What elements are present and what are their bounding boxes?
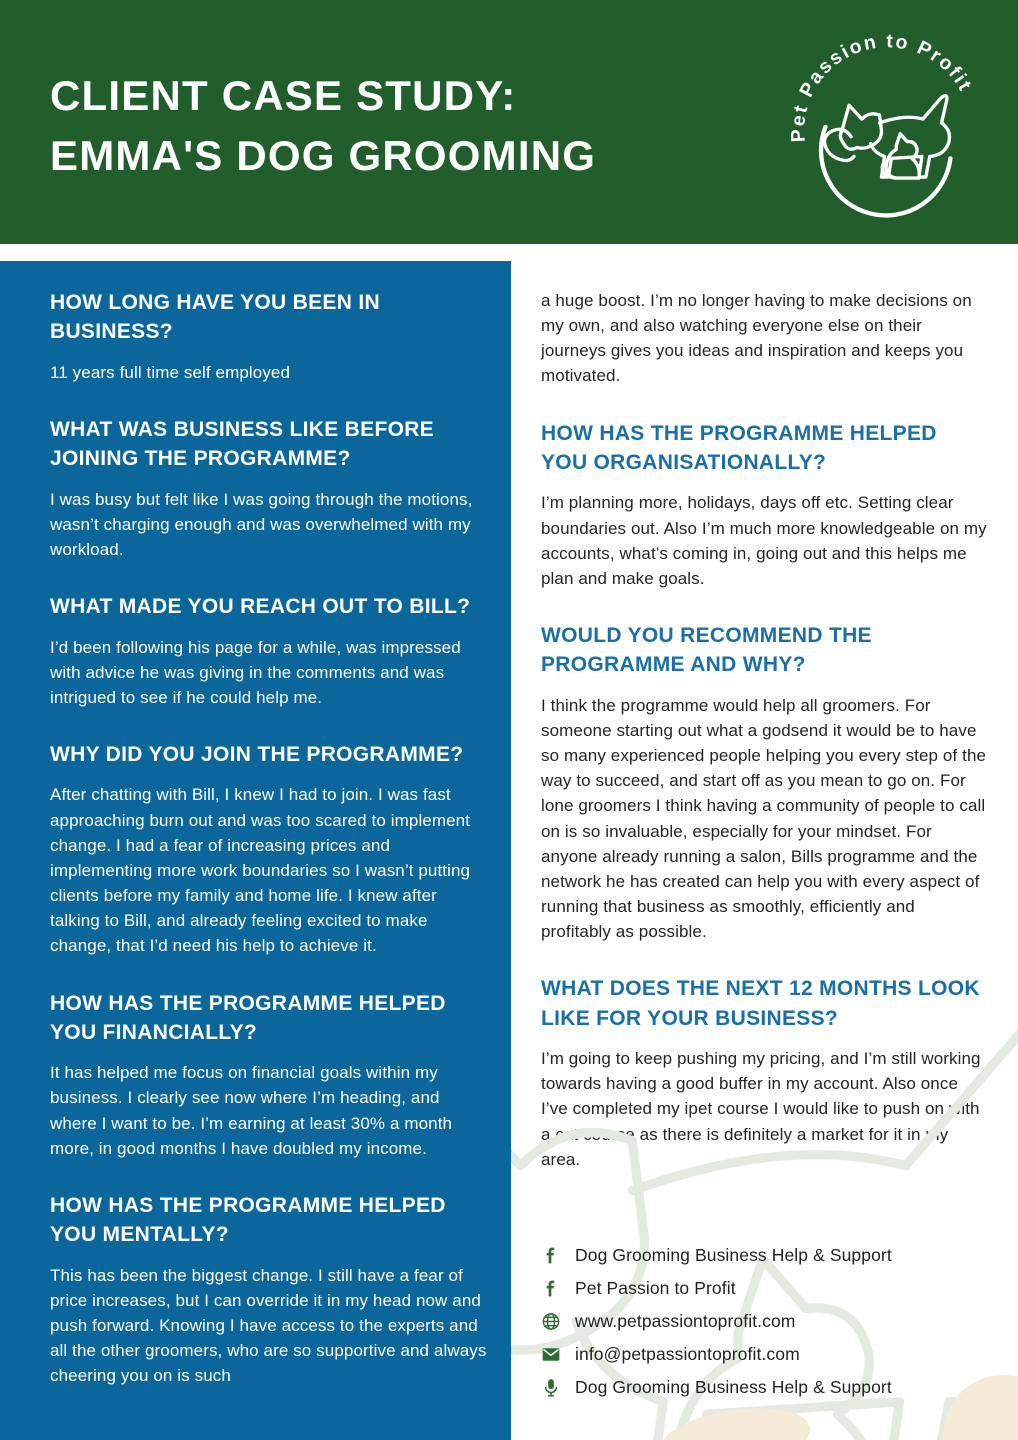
- page-title-line1: CLIENT CASE STUDY:: [50, 72, 517, 119]
- contact-website[interactable]: [541, 1310, 988, 1334]
- qa-question: WHY DID YOU JOIN THE PROGRAMME?: [50, 743, 464, 767]
- contact-block: [541, 1244, 988, 1400]
- logo-curved-text: Pet Passion to Profit: [787, 30, 977, 143]
- qa-answer-continued: a huge boost. I’m no longer having to make decisions on my own, and also watching everyone else on their journeys gives you ideas and inspiration and keeps you motivated.: [541, 291, 972, 386]
- contact-label: Dog Grooming Business Help & Support: [575, 1377, 892, 1398]
- mail-icon: [541, 1344, 561, 1365]
- qa-question: HOW HAS THE PROGRAMME HELPED YOU MENTALLY?: [50, 1193, 446, 1247]
- right-column: [511, 261, 1018, 1440]
- qa-question: WHAT WAS BUSINESS LIKE BEFORE JOINING THE PROGRAMME?: [50, 417, 434, 471]
- qa-answer: It has helped me focus on financial goals within my business. I clearly see now where I’m heading, and where I want to be. I’m earning at least 30% a month more, in good months I have doubled my income.: [50, 1063, 453, 1158]
- qa-question: HOW LONG HAVE YOU BEEN IN BUSINESS?: [50, 291, 380, 344]
- qa-answer: I was busy but felt like I was going through the motions, wasn’t charging enough and was overwhelmed with my workload.: [50, 489, 473, 560]
- facebook-icon: [541, 1245, 561, 1266]
- contact-label: Pet Passion to Profit: [575, 1278, 736, 1299]
- qa-question: HOW HAS THE PROGRAMME HELPED YOU ORGANISATIONALLY?: [541, 421, 937, 475]
- qa-answer: I think the programme would help all groomers. For someone starting out what a godsend it would be to have so many experienced people helping you every step of the way to succeed, and start off as you mean to go on. For lone groomers I think having a community of people to call on is so invaluable, especially for your mindset. For anyone already running a salon, Bills programme and the network he has created can help you with every aspect of running that business as smoothly, efficiently and profitably as possible.: [541, 695, 987, 942]
- qa-answer: I’d been following his page for a while, was impressed with advice he was giving in the comments and was intrigued to see if he could help me.: [50, 637, 461, 707]
- pet-passion-to-profit-logo: [783, 16, 988, 224]
- microphone-icon: [541, 1377, 561, 1398]
- page-title-line2: EMMA'S DOG GROOMING: [50, 132, 597, 179]
- contact-email[interactable]: [541, 1343, 988, 1367]
- page-header: [0, 0, 1018, 244]
- qa-section: [50, 740, 489, 958]
- qa-answer: This has been the biggest change. I still have a fear of price increases, but I can override it in my head now and push forward. Knowing I have access to the experts and all the other groomers, who are so supportive and always cheering you on is such: [50, 1265, 487, 1386]
- facebook-icon: [541, 1278, 561, 1299]
- qa-section: [50, 592, 489, 710]
- qa-question: HOW HAS THE PROGRAMME HELPED YOU FINANCIALLY?: [50, 991, 446, 1044]
- page-title: [50, 66, 596, 186]
- left-column: [0, 261, 511, 1440]
- globe-icon: [541, 1311, 561, 1332]
- qa-answer: After chatting with Bill, I knew I had to join. I was fast approaching burn out and was too scared to implement change. I had a fear of increasing prices and implementing more work boundaries so I wasn’t putting clients before my family and home life. I knew after talking to Bill, and already feeling excited to make change, that I’d need his help to achieve it.: [50, 785, 471, 956]
- qa-answer: 11 years full time self employed: [50, 362, 291, 382]
- qa-section: [50, 1191, 489, 1389]
- qa-section: [541, 621, 988, 944]
- qa-answer: I’m planning more, holidays, days off etc. Setting clear boundaries out. Also I’m much more knowledgeable on my accounts, what’s coming in, going out and this helps me plan and make goals.: [541, 493, 987, 588]
- qa-section: [541, 419, 988, 591]
- qa-section: [50, 288, 489, 385]
- contact-facebook-group[interactable]: [541, 1244, 988, 1268]
- contact-podcast[interactable]: [541, 1376, 988, 1400]
- contact-label: info@petpassiontoprofit.com: [575, 1344, 800, 1365]
- qa-question: WOULD YOU RECOMMEND THE PROGRAMME AND WHY?: [541, 624, 872, 677]
- qa-section: [50, 989, 489, 1161]
- logo-icon: [783, 16, 988, 224]
- qa-question: WHAT DOES THE NEXT 12 MONTHS LOOK LIKE FOR YOUR BUSINESS?: [541, 977, 980, 1030]
- contact-label: Dog Grooming Business Help & Support: [575, 1245, 892, 1266]
- contact-label: www.petpassiontoprofit.com: [575, 1311, 796, 1332]
- contact-facebook-page[interactable]: [541, 1277, 988, 1301]
- qa-question: WHAT MADE YOU REACH OUT TO BILL?: [50, 595, 471, 619]
- qa-section: [50, 415, 489, 562]
- qa-answer: I’m going to keep pushing my pricing, and I’m still working towards having a good buffer in my account. Also once I’ve completed my ipet course I would like to push on with a cat course as there is definitely a market for it in my area.: [541, 1049, 981, 1169]
